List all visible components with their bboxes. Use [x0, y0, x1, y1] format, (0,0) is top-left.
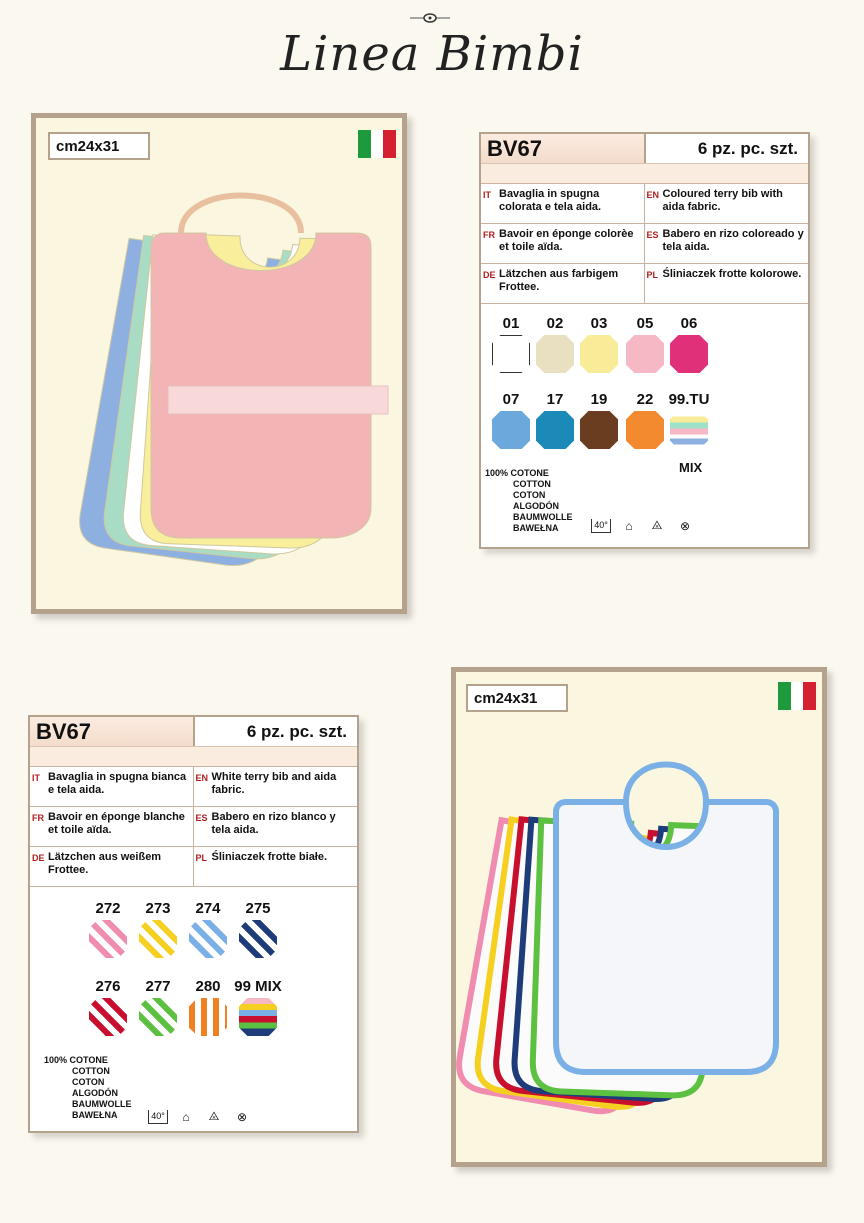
- package-quantity: 6 pz. pc. szt.: [697, 139, 798, 158]
- description-grid: [30, 767, 357, 887]
- header-band: [30, 747, 357, 767]
- no-bleach-icon: ⨻: [208, 1109, 220, 1123]
- swatch-276: 276: [78, 979, 138, 1036]
- no-bleach-icon: ⨻: [651, 518, 663, 532]
- iron-icon: ⌂: [625, 518, 633, 533]
- wash-40-icon: 40°: [148, 1110, 168, 1124]
- photo-panel-top: [31, 113, 407, 614]
- header-ornament-icon: [410, 12, 450, 24]
- swatch-03: 03: [569, 316, 629, 373]
- no-dryclean-icon: ⊗: [236, 1109, 248, 1124]
- desc-it: IT Bavaglia in spugna colorata e tela aida.: [481, 184, 645, 224]
- swatch-274: 274: [178, 901, 238, 958]
- desc-fr: FR Bavoir en éponge blanche et toile aïda.: [30, 807, 194, 847]
- materials-list: 100% COTONE COTTON COTON ALGODÓN BAUMWOLLE BAWEŁNA: [485, 468, 573, 533]
- swatch-280: 280: [178, 979, 238, 1036]
- product-card-top: [479, 132, 810, 549]
- page-title: Linea Bimbi: [280, 26, 584, 82]
- desc-pl: PL Śliniaczek frotte kolorowe.: [645, 264, 809, 304]
- desc-fr: FR Bavoir en éponge colorèe et toile aïda.: [481, 224, 645, 264]
- header-band: [481, 164, 808, 184]
- photo-panel-bottom: [451, 667, 827, 1167]
- size-label: cm24x31: [466, 684, 568, 712]
- swatch-05: 05: [615, 316, 675, 373]
- swatch-01: 01: [481, 316, 541, 373]
- swatch-99mix: 99 MIX: [228, 979, 288, 1036]
- no-dryclean-icon: ⊗: [679, 518, 691, 533]
- desc-de: DE Lätzchen aus weißem Frottee.: [30, 847, 194, 887]
- colored-bibs-photo: [36, 118, 402, 609]
- product-code: BV67: [30, 717, 195, 746]
- swatch-99tu: 99.TU: [659, 392, 719, 449]
- swatch-277: 277: [128, 979, 188, 1036]
- product-code: BV67: [481, 134, 646, 163]
- desc-it: IT Bavaglia in spugna bianca e tela aida.: [30, 767, 194, 807]
- swatch-07: 07: [481, 392, 541, 449]
- mix-label: MIX: [679, 460, 703, 475]
- gingham-bibs-photo: [456, 672, 822, 1162]
- swatch-grid: [481, 316, 812, 476]
- package-quantity: 6 pz. pc. szt.: [246, 722, 347, 741]
- swatch-17: 17: [525, 392, 585, 449]
- swatch-19: 19: [569, 392, 629, 449]
- desc-pl: PL Śliniaczek frotte białe.: [194, 847, 358, 887]
- care-icons: [148, 1109, 252, 1124]
- product-card-bottom: [28, 715, 359, 1133]
- desc-en: EN Coloured terry bib with aida fabric.: [645, 184, 809, 224]
- desc-de: DE Lätzchen aus farbigem Frottee.: [481, 264, 645, 304]
- care-icons: [591, 518, 695, 533]
- desc-en: EN White terry bib and aida fabric.: [194, 767, 358, 807]
- desc-es: ES Babero en rizo blanco y tela aida.: [194, 807, 358, 847]
- materials-list: 100% COTONE COTTON COTON ALGODÓN BAUMWOLLE BAWEŁNA: [44, 1055, 132, 1120]
- desc-es: ES Babero en rizo coloreado y tela aida.: [645, 224, 809, 264]
- swatch-22: 22: [615, 392, 675, 449]
- swatch-275: 275: [228, 901, 288, 958]
- swatch-06: 06: [659, 316, 719, 373]
- iron-icon: ⌂: [182, 1109, 190, 1124]
- size-label: cm24x31: [48, 132, 150, 160]
- swatch-02: 02: [525, 316, 585, 373]
- wash-40-icon: 40°: [591, 519, 611, 533]
- swatch-272: 272: [78, 901, 138, 958]
- swatch-grid: [78, 901, 338, 1051]
- description-grid: [481, 184, 808, 304]
- swatch-273: 273: [128, 901, 188, 958]
